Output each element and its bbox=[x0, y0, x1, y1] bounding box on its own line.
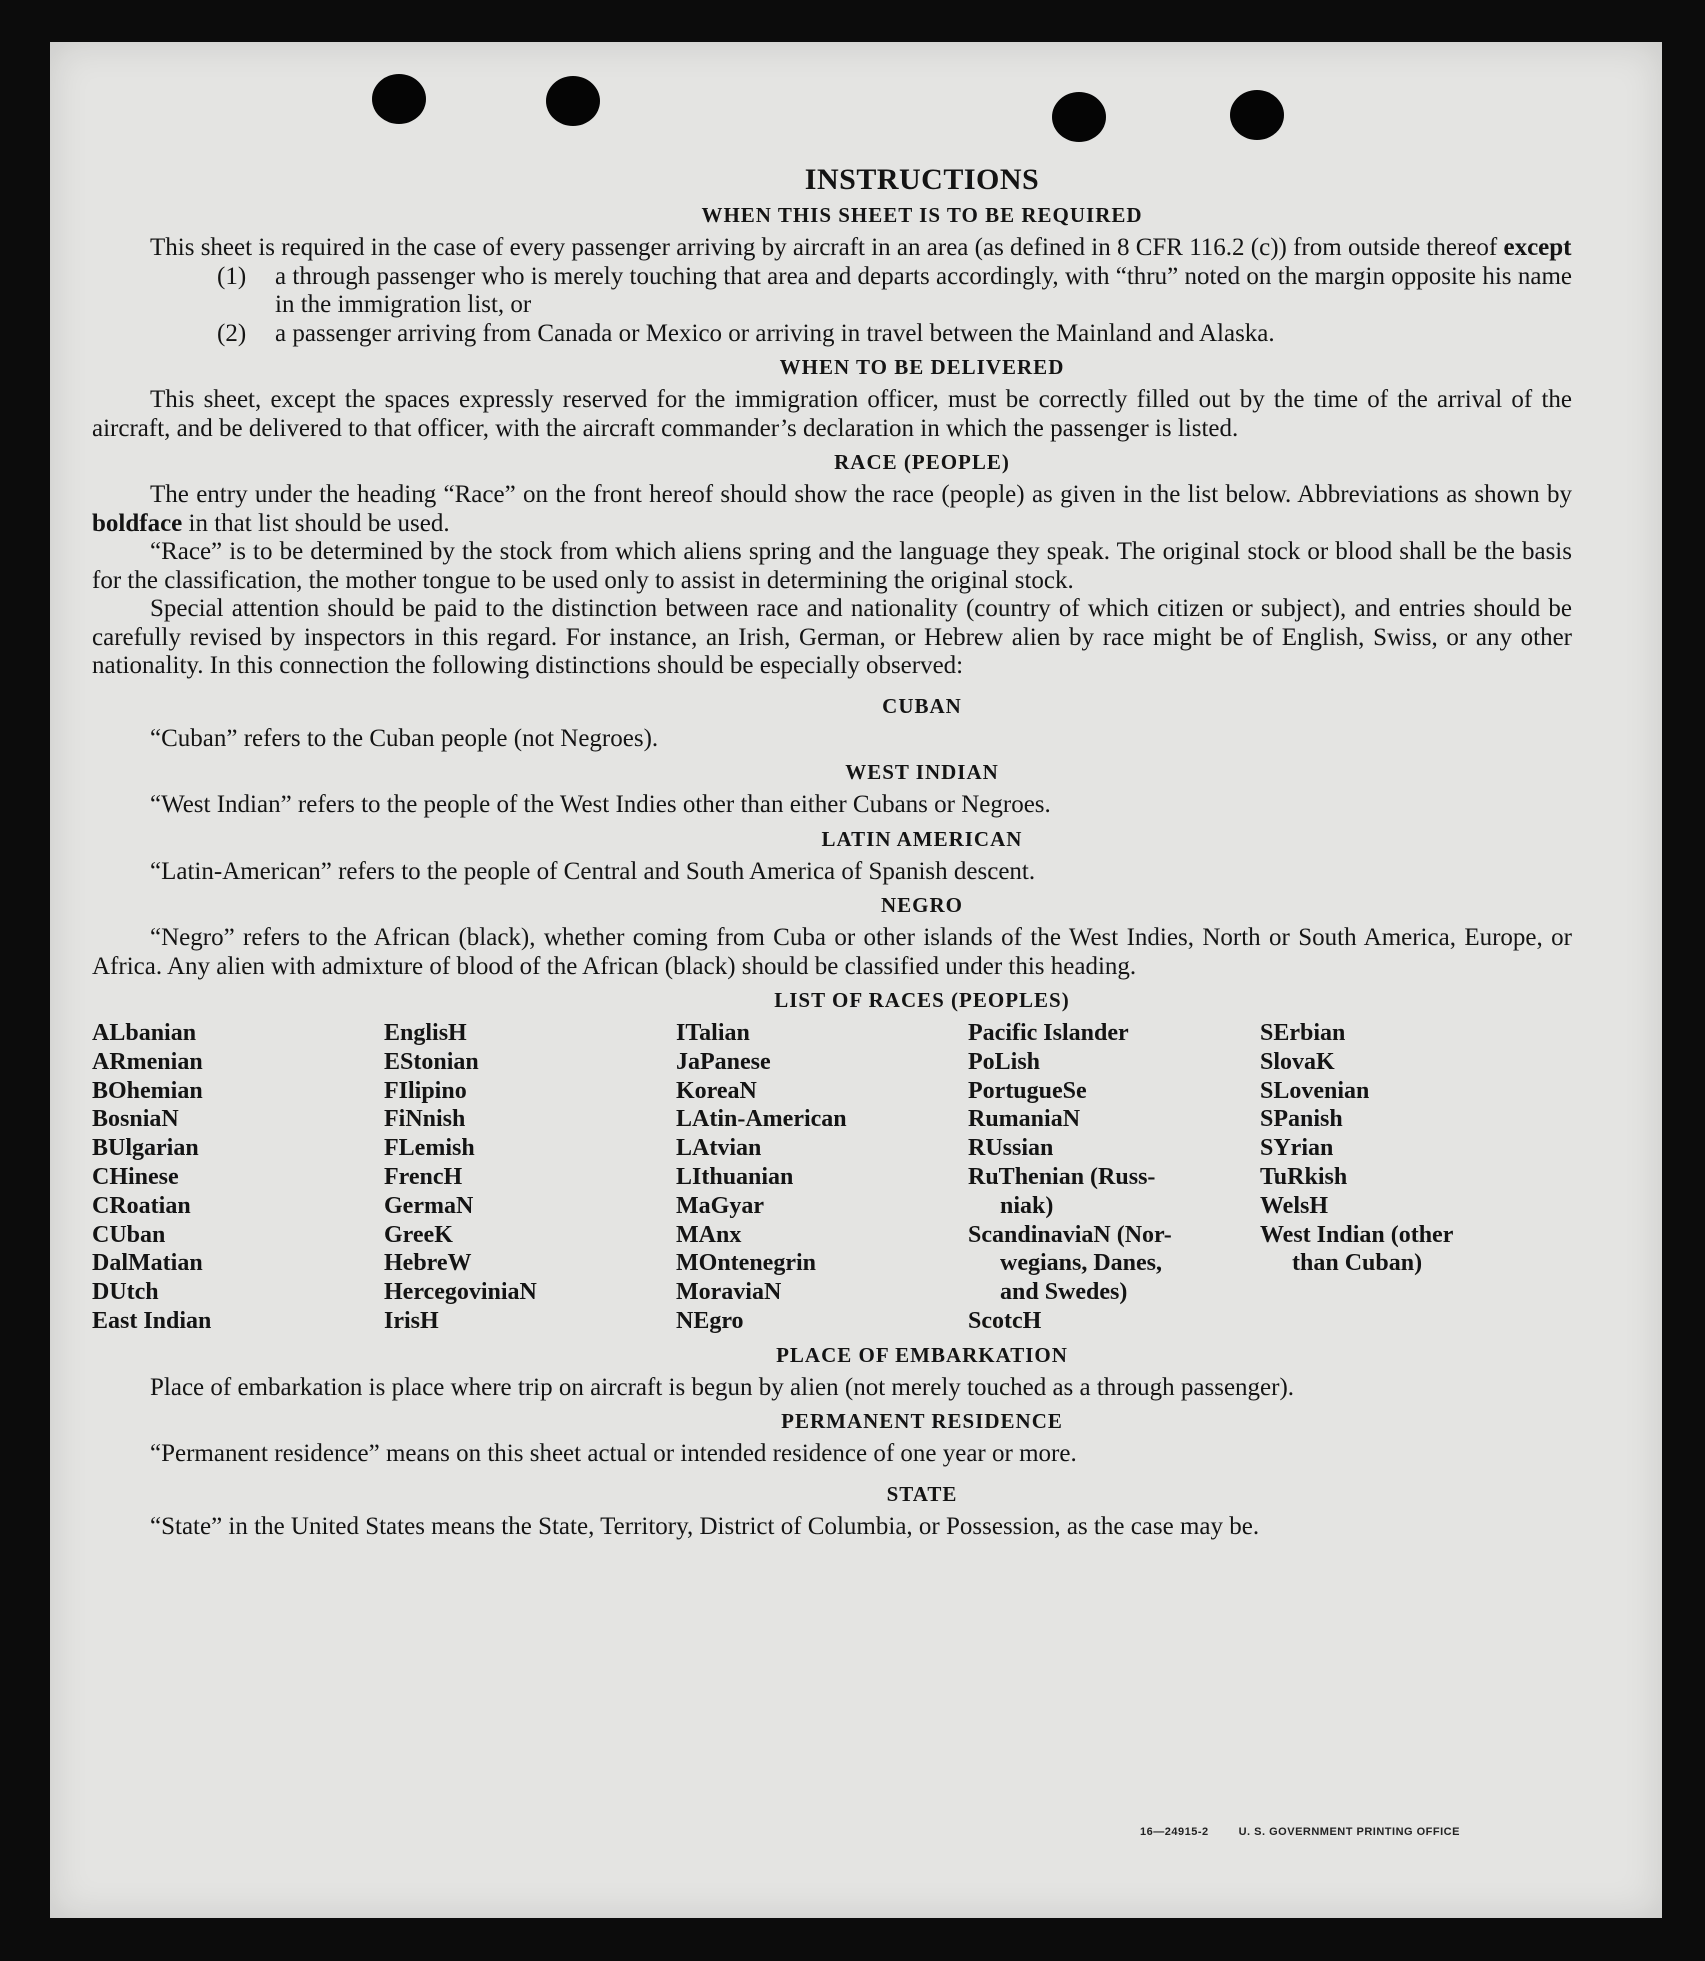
race-entry: RumaniaN bbox=[968, 1106, 1081, 1133]
race-entry: ITalian bbox=[676, 1020, 750, 1046]
race-entry: FLemish bbox=[384, 1135, 475, 1162]
race-entry: Pacific Islander bbox=[968, 1020, 1129, 1046]
race-entry: ARmenian bbox=[92, 1048, 203, 1075]
heading-state: STATE bbox=[886, 1481, 958, 1506]
race-entry: EnglisH bbox=[384, 1020, 467, 1046]
race-entry: DUtch bbox=[92, 1279, 159, 1306]
race-entry: and Swedes) bbox=[1000, 1279, 1128, 1306]
race-entry: MoraviaN bbox=[676, 1279, 782, 1306]
race-entry: LAtvian bbox=[676, 1135, 762, 1162]
heading-west-indian: WEST INDIAN bbox=[845, 760, 999, 784]
race-entry: ScotcH bbox=[968, 1307, 1042, 1334]
race-paragraph: The entry under the heading “Race” on the front hereof should show the race (people) as given in the list below. Abbreviations as shown by boldface in that list should be used. bbox=[92, 481, 1572, 537]
race-entry: TuRkish bbox=[1260, 1163, 1348, 1190]
form-number: 16—24915-2 bbox=[1140, 1826, 1209, 1838]
heading-latin-american: LATIN AMERICAN bbox=[821, 826, 1023, 851]
heading-when-delivered: WHEN TO BE DELIVERED bbox=[779, 355, 1065, 379]
race-entry: wegians, Danes, bbox=[1000, 1250, 1163, 1277]
heading-negro: NEGRO bbox=[880, 893, 963, 917]
race-entry: JaPanese bbox=[676, 1048, 771, 1075]
item-text: a through passenger who is merely touching that area and departs accordingly, with “thru” noted on the margin opposite his name in the immigration list, or bbox=[275, 262, 1572, 318]
punch-hole bbox=[1052, 92, 1106, 142]
race-column bbox=[968, 1019, 1260, 1336]
race-entry: East Indian bbox=[92, 1307, 212, 1334]
race-entry: FrencH bbox=[384, 1163, 463, 1190]
state-text: “State” in the United States means the State, Territory, District of Columbia, or Possession, as the case may be. bbox=[150, 1512, 1260, 1540]
race-entry: CUban bbox=[92, 1221, 166, 1248]
race-entry: SLovenian bbox=[1260, 1077, 1370, 1104]
race-entry: DalMatian bbox=[92, 1250, 203, 1277]
race-entry: MOntenegrin bbox=[676, 1250, 816, 1277]
place-of-embarkation-text: Place of embarkation is place where trip on aircraft is begun by alien (not merely touched as a through passenger). bbox=[150, 1373, 1295, 1401]
heading-place-of-embarkation: PLACE OF EMBARKATION bbox=[776, 1342, 1068, 1367]
heading-when-required: WHEN THIS SHEET IS TO BE REQUIRED bbox=[701, 203, 1143, 227]
race-entry: PortugueSe bbox=[968, 1077, 1087, 1104]
race-entry: GreeK bbox=[384, 1221, 453, 1248]
printer-name: U. S. GOVERNMENT PRINTING OFFICE bbox=[1238, 1826, 1460, 1838]
race-entry: KoreaN bbox=[676, 1077, 757, 1104]
race-entry: ScandinaviaN (Nor- bbox=[968, 1221, 1172, 1248]
race-column bbox=[384, 1019, 676, 1336]
heading-race: RACE (PEOPLE) bbox=[834, 450, 1010, 474]
cuban-text: “Cuban” refers to the Cuban people (not Negroes). bbox=[150, 724, 659, 752]
race-entry: MaGyar bbox=[676, 1192, 764, 1219]
race-entry: EStonian bbox=[384, 1048, 479, 1075]
race-column bbox=[676, 1019, 968, 1336]
race-entry: MAnx bbox=[676, 1221, 742, 1248]
race-entry: SPanish bbox=[1260, 1106, 1343, 1133]
race-entry: BUlgarian bbox=[92, 1135, 199, 1162]
race-paragraph: Special attention should be paid to the distinction between race and nationality (country of which citizen or subject), and entries should be carefully revised by inspectors in this regard. For instance, an Irish, German, or Hebrew alien by race might be of English, Swiss, or any other nationality. In this connection the following distinctions should be especially observed: bbox=[92, 595, 1572, 679]
race-entry: LIthuanian bbox=[676, 1163, 794, 1190]
race-entry: West Indian (other bbox=[1260, 1221, 1454, 1248]
west-indian-text: “West Indian” refers to the people of the West Indies other than either Cubans or Negroes. bbox=[150, 791, 1051, 818]
race-entry: CRoatian bbox=[92, 1192, 191, 1219]
race-entry: than Cuban) bbox=[1292, 1250, 1423, 1277]
punch-hole bbox=[546, 76, 600, 126]
list-item bbox=[217, 320, 1572, 349]
race-entry: CHinese bbox=[92, 1163, 179, 1190]
punch-hole bbox=[372, 74, 426, 124]
race-paragraph: “Race” is to be determined by the stock from which aliens spring and the language they speak. The original stock or blood shall be the basis for the classification, the mother tongue to be used only to assist in determining the original stock. bbox=[92, 538, 1572, 594]
race-entry: SErbian bbox=[1260, 1020, 1346, 1046]
document-sheet bbox=[50, 42, 1662, 1918]
race-entry: RUssian bbox=[968, 1135, 1054, 1162]
item-number: (2) bbox=[217, 319, 247, 347]
race-list bbox=[92, 1019, 1572, 1336]
permanent-residence-text: “Permanent residence” means on this sheet actual or intended residence of one year or more. bbox=[150, 1440, 1077, 1468]
race-entry: SYrian bbox=[1260, 1135, 1334, 1162]
race-entry: RuThenian (Russ- bbox=[968, 1163, 1156, 1190]
race-entry: NEgro bbox=[676, 1307, 744, 1334]
heading-list-of-races: LIST OF RACES (PEOPLES) bbox=[774, 988, 1070, 1012]
when-delivered-text: This sheet, except the spaces expressly reserved for the immigration officer, must be correctly filled out by the time of the arrival of the aircraft, and be delivered to that officer, with the aircraft commander’s declaration in which the passenger is listed. bbox=[92, 386, 1572, 442]
list-item bbox=[217, 263, 1572, 320]
race-entry: GermaN bbox=[384, 1192, 474, 1219]
race-entry: HercegoviniaN bbox=[384, 1279, 537, 1306]
race-column bbox=[92, 1019, 384, 1336]
latin-american-text: “Latin-American” refers to the people of Central and South America of Spanish descent. bbox=[150, 857, 1036, 885]
race-entry: FiNnish bbox=[384, 1106, 466, 1133]
race-entry: PoLish bbox=[968, 1048, 1041, 1075]
race-column bbox=[1260, 1019, 1552, 1336]
race-entry: BOhemian bbox=[92, 1077, 203, 1104]
race-entry: WelsH bbox=[1260, 1192, 1329, 1219]
heading-cuban: CUBAN bbox=[882, 693, 962, 718]
race-entry: niak) bbox=[1000, 1192, 1054, 1219]
item-number: (1) bbox=[217, 262, 247, 290]
instructions-content bbox=[92, 164, 1572, 1541]
race-entry: FIlipino bbox=[384, 1077, 467, 1104]
race-entry: HebreW bbox=[384, 1250, 472, 1277]
exception-list bbox=[92, 263, 1572, 349]
negro-text: “Negro” refers to the African (black), whether coming from Cuba or other islands of the West Indies, North or South America, Europe, or Africa. Any alien with admixture of blood of the African (black) should be classified under this heading. bbox=[92, 924, 1572, 980]
when-required-intro: This sheet is required in the case of every passenger arriving by aircraft in an area (as defined in 8 CFR 116.2 (c)) from outside thereof except bbox=[150, 234, 1572, 261]
printing-footer bbox=[1140, 1826, 1490, 1838]
race-entry: SlovaK bbox=[1260, 1048, 1335, 1075]
race-entry: ALbanian bbox=[92, 1020, 197, 1046]
punch-hole bbox=[1230, 90, 1284, 140]
item-text: a passenger arriving from Canada or Mexico or arriving in travel between the Mainland and Alaska. bbox=[275, 319, 1275, 347]
race-entry: LAtin-American bbox=[676, 1106, 847, 1133]
race-entry: BosniaN bbox=[92, 1106, 179, 1133]
race-entry: IrisH bbox=[384, 1307, 439, 1334]
page-title: INSTRUCTIONS bbox=[804, 163, 1040, 196]
heading-permanent-residence: PERMANENT RESIDENCE bbox=[781, 1409, 1063, 1434]
